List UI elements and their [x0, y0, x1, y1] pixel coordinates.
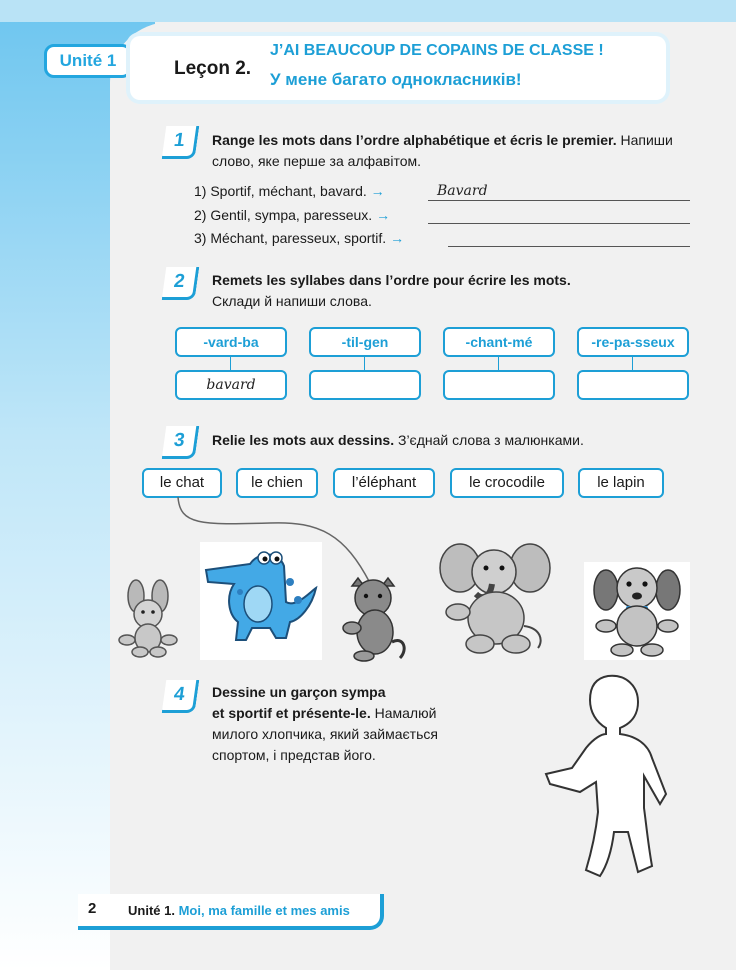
word-box-elephant[interactable]: l’éléphant — [333, 468, 435, 498]
lesson-title-ukrainian: У мене багато однокласників! — [270, 70, 522, 89]
dog-picture[interactable] — [584, 562, 690, 660]
exercise-1-answer-line-3[interactable] — [448, 246, 690, 247]
exercise-4-number: 4 — [162, 680, 200, 713]
syllable-box-3: -chant-mé — [443, 327, 555, 357]
exercise-1-instruction-ua: Напиши слово, яке перше за алфавітом. — [212, 132, 673, 169]
exercise-1-number: 1 — [162, 126, 200, 159]
top-decor-band — [0, 0, 736, 22]
lesson-label: Leçon 2. — [174, 58, 252, 79]
word-box-chien[interactable]: le chien — [236, 468, 318, 498]
footer-unit-title: Moi, ma famille et mes amis — [178, 903, 350, 918]
exercise-2-number: 2 — [162, 267, 200, 300]
word-answer-box-3[interactable] — [443, 370, 555, 400]
arrow-right-icon: → — [390, 230, 405, 246]
exercise-4-instruction-fr-1: Dessine un garçon sympa — [212, 684, 386, 700]
footer-unit: Unité 1. — [128, 903, 175, 918]
exercise-1-item-2-text: 2) Gentil, sympa, paresseux. — [194, 207, 373, 223]
exercise-1-item-3 — [194, 230, 404, 246]
syllable-box-2: -til-gen — [309, 327, 421, 357]
word-answer-box-1[interactable]: bavard — [175, 370, 287, 400]
exercise-3-instruction-ua: З’єднай слова з малюнками. — [397, 432, 584, 448]
elephant-picture[interactable] — [436, 540, 554, 658]
word-box-lapin[interactable]: le lapin — [578, 468, 664, 498]
boy-outline-drawing-area[interactable] — [540, 672, 688, 882]
lesson-title-french: J’AI BEAUCOUP DE COPAINS DE CLASSE ! — [270, 42, 604, 59]
unit-badge: Unité 1 — [44, 44, 132, 78]
exercise-1-item-2 — [194, 207, 390, 223]
exercise-2-instruction-ua: Склади й напиши слова. — [212, 293, 372, 309]
exercise-1-answer-line-1[interactable] — [428, 200, 690, 201]
arrow-right-icon: → — [370, 183, 385, 199]
exercise-1-item-1 — [194, 183, 385, 199]
exercise-3-instruction — [212, 430, 702, 451]
exercise-1-answer-line-2[interactable] — [428, 223, 690, 224]
word-box-chat[interactable]: le chat — [142, 468, 222, 498]
exercise-4-instruction-ua-3: спортом, і представ його. — [212, 747, 376, 763]
exercise-1-answer-1: Bavard — [437, 183, 488, 199]
exercise-4-instruction-fr-2: et sportif et présente-le. — [212, 705, 371, 721]
exercise-2-instruction — [212, 270, 692, 312]
word-answer-box-2[interactable] — [309, 370, 421, 400]
exercise-1-item-3-text: 3) Méchant, paresseux, sportif. — [194, 230, 387, 246]
syllable-box-1: -vard-ba — [175, 327, 287, 357]
exercise-1-instruction-fr: Range les mots dans l’ordre alphabétique et écris le premier. — [212, 132, 617, 148]
exercise-4-instruction-ua-1: Намалюй — [374, 705, 437, 721]
exercise-3-number: 3 — [162, 426, 200, 459]
page-number: 2 — [88, 900, 97, 917]
exercise-1-item-1-text: 1) Sportif, méchant, bavard. — [194, 183, 367, 199]
crocodile-picture[interactable] — [200, 542, 322, 660]
word-box-crocodile[interactable]: le crocodile — [450, 468, 564, 498]
footer-title — [128, 903, 350, 918]
exercise-3-instruction-fr: Relie les mots aux dessins. — [212, 432, 395, 448]
rabbit-picture[interactable] — [112, 578, 184, 658]
exercise-1-instruction — [212, 130, 692, 172]
cat-picture[interactable] — [338, 576, 412, 664]
syllable-box-4: -re-pa-sseux — [577, 327, 689, 357]
word-answer-box-4[interactable] — [577, 370, 689, 400]
exercise-4-instruction — [212, 682, 512, 766]
exercise-2-instruction-fr: Remets les syllabes dans l’ordre pour écrire les mots. — [212, 272, 571, 288]
arrow-right-icon: → — [376, 207, 391, 223]
exercise-4-instruction-ua-2: милого хлопчика, який займається — [212, 726, 438, 742]
